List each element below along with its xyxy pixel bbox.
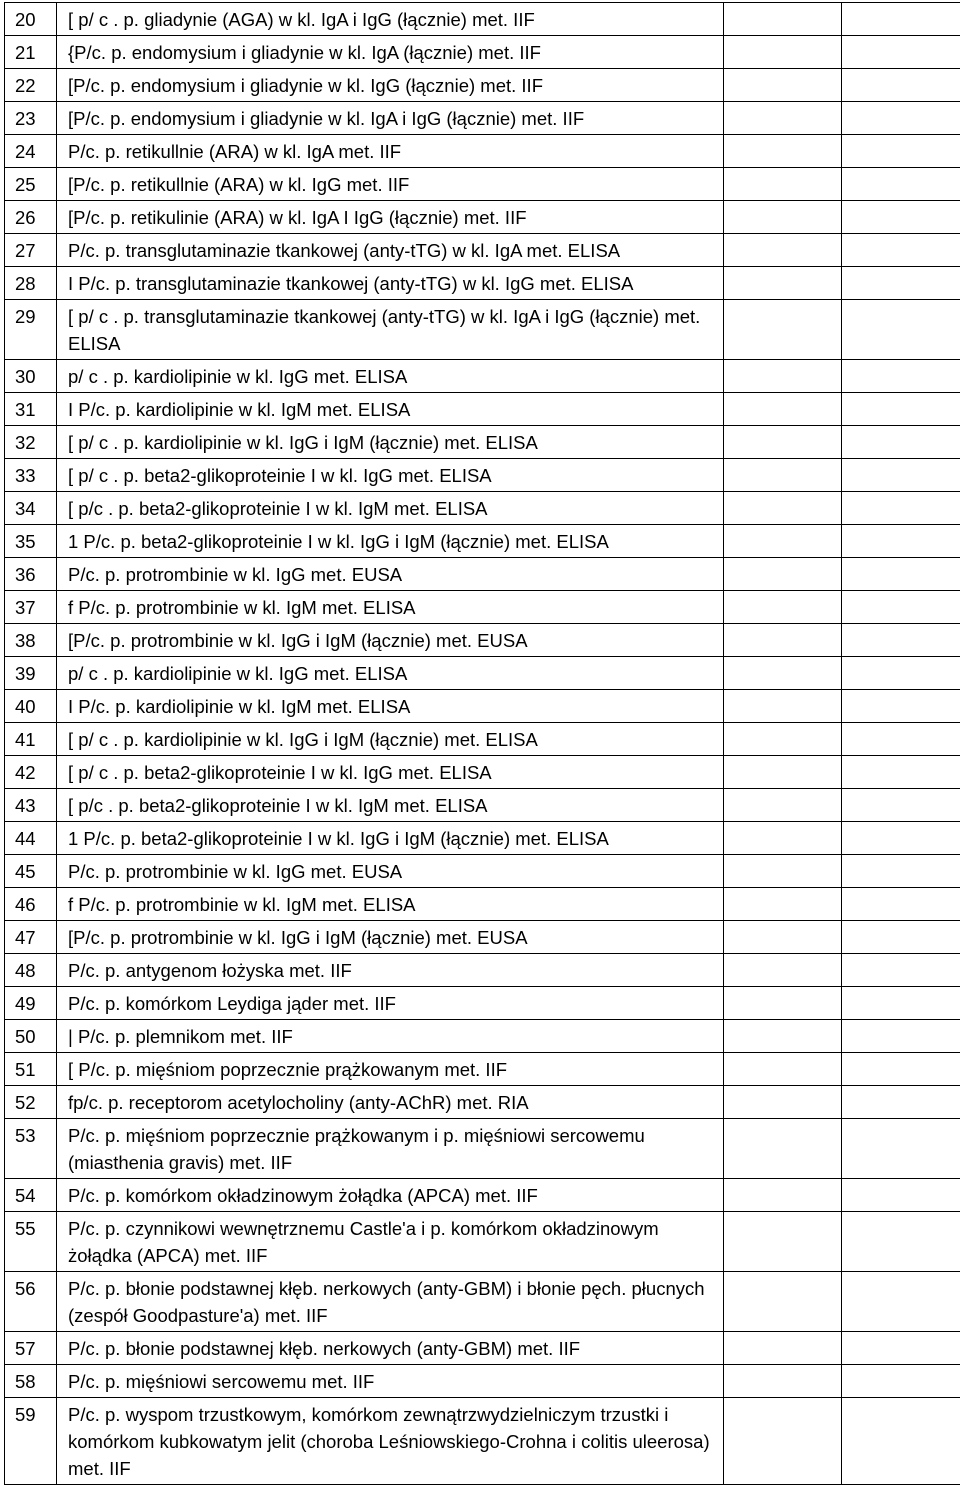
row-number-cell	[5, 168, 57, 201]
test-name: 1 P/c. p. beta2-glikoproteinie I w kl. IgG i IgM (łącznie) met. ELISA	[68, 525, 719, 557]
empty-cell	[842, 624, 960, 657]
row-number: 41	[15, 723, 56, 755]
table-row	[5, 657, 960, 690]
test-name-cell	[57, 393, 724, 426]
test-name-cell	[57, 234, 724, 267]
empty-cell	[842, 789, 960, 822]
test-name-cell	[57, 921, 724, 954]
empty-cell	[842, 168, 960, 201]
table-row	[5, 492, 960, 525]
test-name-cell	[57, 492, 724, 525]
empty-cell	[724, 723, 842, 756]
test-name: [P/c. p. retikullnie (ARA) w kl. IgG met. IIF	[68, 168, 719, 200]
test-name: P/c. p. mięśniom poprzecznie prążkowanym i p. mięśniowi sercowemu (miasthenia gravis) met. IIF	[68, 1119, 719, 1178]
empty-cell	[842, 393, 960, 426]
table-row	[5, 1398, 960, 1485]
test-name-cell	[57, 1332, 724, 1365]
test-name-cell	[57, 3, 724, 36]
row-number-cell	[5, 3, 57, 36]
row-number: 40	[15, 690, 56, 722]
table-body	[5, 3, 960, 1485]
empty-cell	[724, 1020, 842, 1053]
test-name-cell	[57, 756, 724, 789]
row-number-cell	[5, 1272, 57, 1332]
table-row	[5, 1119, 960, 1179]
test-name: [ P/c. p. mięśniom poprzecznie prążkowanym met. IIF	[68, 1053, 719, 1085]
test-name-cell	[57, 624, 724, 657]
test-name: f P/c. p. protrombinie w kl. IgM met. ELISA	[68, 591, 719, 623]
row-number: 39	[15, 657, 56, 689]
row-number-cell	[5, 954, 57, 987]
test-name: P/c. p. błonie podstawnej kłęb. nerkowych (anty-GBM) i błonie pęch. płucnych (zespół Goodpasture'a) met. IIF	[68, 1272, 719, 1331]
test-name-cell	[57, 1212, 724, 1272]
row-number-cell	[5, 135, 57, 168]
row-number: 33	[15, 459, 56, 491]
table-row	[5, 426, 960, 459]
test-name-cell	[57, 267, 724, 300]
test-name-cell	[57, 36, 724, 69]
empty-cell	[724, 1053, 842, 1086]
empty-cell	[842, 1179, 960, 1212]
test-name-cell	[57, 1179, 724, 1212]
row-number: 57	[15, 1332, 56, 1364]
empty-cell	[724, 426, 842, 459]
test-name: [ p/ c . p. beta2-glikoproteinie I w kl. IgG met. ELISA	[68, 756, 719, 788]
test-name: P/c. p. protrombinie w kl. IgG met. EUSA	[68, 855, 719, 887]
table-row	[5, 921, 960, 954]
row-number-cell	[5, 822, 57, 855]
empty-cell	[724, 492, 842, 525]
test-name-cell	[57, 300, 724, 360]
empty-cell	[724, 360, 842, 393]
table-row	[5, 723, 960, 756]
row-number-cell	[5, 360, 57, 393]
row-number: 38	[15, 624, 56, 656]
row-number: 28	[15, 267, 56, 299]
empty-cell	[842, 921, 960, 954]
row-number: 35	[15, 525, 56, 557]
empty-cell	[724, 36, 842, 69]
row-number-cell	[5, 1212, 57, 1272]
empty-cell	[842, 36, 960, 69]
empty-cell	[842, 102, 960, 135]
empty-cell	[724, 558, 842, 591]
empty-cell	[724, 3, 842, 36]
empty-cell	[842, 822, 960, 855]
table-row	[5, 624, 960, 657]
test-name: [ p/ c . p. beta2-glikoproteinie I w kl. IgG met. ELISA	[68, 459, 719, 491]
test-name: 1 P/c. p. beta2-glikoproteinie I w kl. IgG i IgM (łącznie) met. ELISA	[68, 822, 719, 854]
table-row	[5, 1272, 960, 1332]
table-row	[5, 1020, 960, 1053]
test-name-cell	[57, 360, 724, 393]
row-number: 53	[15, 1119, 56, 1151]
table-row	[5, 135, 960, 168]
row-number-cell	[5, 492, 57, 525]
empty-cell	[724, 267, 842, 300]
row-number-cell	[5, 300, 57, 360]
row-number: 50	[15, 1020, 56, 1052]
test-name-cell	[57, 426, 724, 459]
empty-cell	[724, 789, 842, 822]
test-name: p/ c . p. kardiolipinie w kl. IgG met. ELISA	[68, 657, 719, 689]
empty-cell	[724, 201, 842, 234]
table-row	[5, 393, 960, 426]
table-row	[5, 1086, 960, 1119]
test-name: [ p/ c . p. transglutaminazie tkankowej (anty-tTG) w kl. IgA i IgG (łącznie) met. ELISA	[68, 300, 719, 359]
table-row	[5, 1332, 960, 1365]
empty-cell	[842, 135, 960, 168]
empty-cell	[724, 756, 842, 789]
row-number-cell	[5, 987, 57, 1020]
table-row	[5, 1365, 960, 1398]
empty-cell	[842, 1053, 960, 1086]
empty-cell	[724, 822, 842, 855]
empty-cell	[842, 987, 960, 1020]
table-row	[5, 888, 960, 921]
table-row	[5, 69, 960, 102]
test-name-cell	[57, 558, 724, 591]
row-number-cell	[5, 1179, 57, 1212]
empty-cell	[842, 69, 960, 102]
row-number: 44	[15, 822, 56, 854]
row-number-cell	[5, 657, 57, 690]
table-row	[5, 525, 960, 558]
row-number: 24	[15, 135, 56, 167]
empty-cell	[724, 459, 842, 492]
table-row	[5, 822, 960, 855]
test-name: [ p/ c . p. gliadynie (AGA) w kl. IgA i IgG (łącznie) met. IIF	[68, 3, 719, 35]
test-name-cell	[57, 789, 724, 822]
empty-cell	[842, 459, 960, 492]
test-name: | P/c. p. plemnikom met. IIF	[68, 1020, 719, 1052]
test-name: [P/c. p. protrombinie w kl. IgG i IgM (łącznie) met. EUSA	[68, 624, 719, 656]
empty-cell	[724, 525, 842, 558]
row-number-cell	[5, 36, 57, 69]
test-name-cell	[57, 723, 724, 756]
empty-cell	[842, 1212, 960, 1272]
empty-cell	[724, 1332, 842, 1365]
table-row	[5, 300, 960, 360]
test-name-cell	[57, 201, 724, 234]
empty-cell	[724, 300, 842, 360]
table-row	[5, 591, 960, 624]
empty-cell	[842, 690, 960, 723]
row-number: 26	[15, 201, 56, 233]
test-name-cell	[57, 168, 724, 201]
empty-cell	[842, 756, 960, 789]
test-name: P/c. p. mięśniowi sercowemu met. IIF	[68, 1365, 719, 1397]
table-row	[5, 1179, 960, 1212]
row-number: 31	[15, 393, 56, 425]
test-name: I P/c. p. transglutaminazie tkankowej (anty-tTG) w kl. IgG met. ELISA	[68, 267, 719, 299]
row-number-cell	[5, 69, 57, 102]
row-number-cell	[5, 855, 57, 888]
empty-cell	[842, 855, 960, 888]
test-name-cell	[57, 855, 724, 888]
empty-cell	[724, 1398, 842, 1485]
table-row	[5, 1053, 960, 1086]
test-name-cell	[57, 459, 724, 492]
test-name-cell	[57, 1398, 724, 1485]
row-number-cell	[5, 525, 57, 558]
row-number-cell	[5, 393, 57, 426]
test-name: [ p/ c . p. kardiolipinie w kl. IgG i IgM (łącznie) met. ELISA	[68, 723, 719, 755]
test-name: P/c. p. wyspom trzustkowym, komórkom zewnątrzwydzielniczym trzustki i komórkom kubkowatym jelit (choroba Leśniowskiego-Crohna i colitis uleerosa) met. IIF	[68, 1398, 719, 1484]
empty-cell	[724, 1086, 842, 1119]
test-name: [P/c. p. retikulinie (ARA) w kl. IgA I IgG (łącznie) met. IIF	[68, 201, 719, 233]
empty-cell	[724, 234, 842, 267]
row-number: 45	[15, 855, 56, 887]
test-name: P/c. p. komórkom Leydiga jąder met. IIF	[68, 987, 719, 1019]
row-number: 20	[15, 3, 56, 35]
empty-cell	[842, 426, 960, 459]
row-number-cell	[5, 690, 57, 723]
row-number: 47	[15, 921, 56, 953]
test-name: [P/c. p. endomysium i gliadynie w kl. IgG (łącznie) met. IIF	[68, 69, 719, 101]
test-name: [ p/c . p. beta2-glikoproteinie I w kl. IgM met. ELISA	[68, 492, 719, 524]
row-number: 52	[15, 1086, 56, 1118]
row-number-cell	[5, 1365, 57, 1398]
row-number-cell	[5, 267, 57, 300]
row-number: 59	[15, 1398, 56, 1430]
table-row	[5, 36, 960, 69]
empty-cell	[842, 1272, 960, 1332]
row-number-cell	[5, 1332, 57, 1365]
table-row	[5, 267, 960, 300]
empty-cell	[842, 1398, 960, 1485]
empty-cell	[842, 888, 960, 921]
empty-cell	[842, 492, 960, 525]
test-name-cell	[57, 135, 724, 168]
table-row	[5, 954, 960, 987]
empty-cell	[724, 1119, 842, 1179]
table-row	[5, 1212, 960, 1272]
test-name-cell	[57, 102, 724, 135]
row-number: 30	[15, 360, 56, 392]
empty-cell	[842, 657, 960, 690]
row-number-cell	[5, 1086, 57, 1119]
table-row	[5, 756, 960, 789]
row-number: 34	[15, 492, 56, 524]
test-name-cell	[57, 591, 724, 624]
test-name-cell	[57, 987, 724, 1020]
test-name: P/c. p. czynnikowi wewnętrznemu Castle'a i p. komórkom okładzinowym żołądka (APCA) met. IIF	[68, 1212, 719, 1271]
test-name: I P/c. p. kardiolipinie w kl. IgM met. ELISA	[68, 690, 719, 722]
test-name-cell	[57, 525, 724, 558]
row-number-cell	[5, 1398, 57, 1485]
row-number: 37	[15, 591, 56, 623]
table-row	[5, 102, 960, 135]
row-number: 25	[15, 168, 56, 200]
test-name-cell	[57, 690, 724, 723]
row-number: 36	[15, 558, 56, 590]
row-number-cell	[5, 1053, 57, 1086]
empty-cell	[842, 360, 960, 393]
test-name-cell	[57, 1086, 724, 1119]
row-number: 43	[15, 789, 56, 821]
row-number-cell	[5, 888, 57, 921]
empty-cell	[842, 1119, 960, 1179]
test-name: [ p/c . p. beta2-glikoproteinie I w kl. IgM met. ELISA	[68, 789, 719, 821]
empty-cell	[842, 201, 960, 234]
table-row	[5, 558, 960, 591]
empty-cell	[842, 954, 960, 987]
empty-cell	[842, 723, 960, 756]
test-name: P/c. p. antygenom łożyska met. IIF	[68, 954, 719, 986]
test-list-table	[4, 2, 960, 1485]
test-name-cell	[57, 1053, 724, 1086]
empty-cell	[842, 558, 960, 591]
test-name: P/c. p. błonie podstawnej kłęb. nerkowych (anty-GBM) met. IIF	[68, 1332, 719, 1364]
row-number-cell	[5, 558, 57, 591]
test-name-cell	[57, 822, 724, 855]
empty-cell	[724, 690, 842, 723]
row-number: 27	[15, 234, 56, 266]
test-name: [P/c. p. protrombinie w kl. IgG i IgM (łącznie) met. EUSA	[68, 921, 719, 953]
row-number: 22	[15, 69, 56, 101]
empty-cell	[724, 102, 842, 135]
empty-cell	[724, 657, 842, 690]
empty-cell	[724, 393, 842, 426]
empty-cell	[842, 300, 960, 360]
row-number-cell	[5, 1119, 57, 1179]
table-row	[5, 690, 960, 723]
table-row	[5, 855, 960, 888]
row-number: 58	[15, 1365, 56, 1397]
table-row	[5, 789, 960, 822]
row-number: 55	[15, 1212, 56, 1244]
row-number-cell	[5, 789, 57, 822]
table-row	[5, 3, 960, 36]
empty-cell	[842, 1086, 960, 1119]
row-number-cell	[5, 1020, 57, 1053]
empty-cell	[842, 1365, 960, 1398]
test-name: P/c. p. transglutaminazie tkankowej (anty-tTG) w kl. IgA met. ELISA	[68, 234, 719, 266]
test-name-cell	[57, 1119, 724, 1179]
row-number-cell	[5, 624, 57, 657]
test-name: P/c. p. protrombinie w kl. IgG met. EUSA	[68, 558, 719, 590]
empty-cell	[724, 624, 842, 657]
row-number: 21	[15, 36, 56, 68]
empty-cell	[842, 525, 960, 558]
table-row	[5, 234, 960, 267]
row-number: 23	[15, 102, 56, 134]
table-row	[5, 201, 960, 234]
test-name-cell	[57, 69, 724, 102]
empty-cell	[842, 267, 960, 300]
test-name-cell	[57, 1020, 724, 1053]
test-name-cell	[57, 1365, 724, 1398]
test-name-cell	[57, 954, 724, 987]
empty-cell	[724, 69, 842, 102]
row-number-cell	[5, 459, 57, 492]
test-name-cell	[57, 1272, 724, 1332]
row-number-cell	[5, 756, 57, 789]
test-name: I P/c. p. kardiolipinie w kl. IgM met. ELISA	[68, 393, 719, 425]
row-number-cell	[5, 426, 57, 459]
empty-cell	[724, 135, 842, 168]
row-number: 42	[15, 756, 56, 788]
empty-cell	[724, 987, 842, 1020]
empty-cell	[842, 1020, 960, 1053]
test-name: f P/c. p. protrombinie w kl. IgM met. ELISA	[68, 888, 719, 920]
test-name: {P/c. p. endomysium i gliadynie w kl. IgA (łącznie) met. IIF	[68, 36, 719, 68]
test-name: [ p/ c . p. kardiolipinie w kl. IgG i IgM (łącznie) met. ELISA	[68, 426, 719, 458]
row-number-cell	[5, 723, 57, 756]
empty-cell	[842, 234, 960, 267]
empty-cell	[842, 3, 960, 36]
empty-cell	[842, 1332, 960, 1365]
test-name: fp/c. p. receptorom acetylocholiny (anty-AChR) met. RIA	[68, 1086, 719, 1118]
table-row	[5, 987, 960, 1020]
empty-cell	[842, 591, 960, 624]
row-number-cell	[5, 102, 57, 135]
row-number: 49	[15, 987, 56, 1019]
test-name: P/c. p. komórkom okładzinowym żołądka (APCA) met. IIF	[68, 1179, 719, 1211]
table-row	[5, 360, 960, 393]
row-number: 46	[15, 888, 56, 920]
test-name: [P/c. p. endomysium i gliadynie w kl. IgA i IgG (łącznie) met. IIF	[68, 102, 719, 134]
empty-cell	[724, 954, 842, 987]
table-row	[5, 459, 960, 492]
empty-cell	[724, 921, 842, 954]
empty-cell	[724, 1179, 842, 1212]
empty-cell	[724, 1212, 842, 1272]
test-name: p/ c . p. kardiolipinie w kl. IgG met. ELISA	[68, 360, 719, 392]
test-name: P/c. p. retikullnie (ARA) w kl. IgA met. IIF	[68, 135, 719, 167]
row-number: 48	[15, 954, 56, 986]
empty-cell	[724, 888, 842, 921]
empty-cell	[724, 591, 842, 624]
row-number: 32	[15, 426, 56, 458]
table-row	[5, 168, 960, 201]
empty-cell	[724, 855, 842, 888]
row-number-cell	[5, 201, 57, 234]
row-number: 29	[15, 300, 56, 332]
row-number-cell	[5, 234, 57, 267]
empty-cell	[724, 1365, 842, 1398]
row-number: 51	[15, 1053, 56, 1085]
row-number: 54	[15, 1179, 56, 1211]
empty-cell	[724, 168, 842, 201]
row-number: 56	[15, 1272, 56, 1304]
test-name-cell	[57, 888, 724, 921]
row-number-cell	[5, 591, 57, 624]
test-name-cell	[57, 657, 724, 690]
row-number-cell	[5, 921, 57, 954]
empty-cell	[724, 1272, 842, 1332]
